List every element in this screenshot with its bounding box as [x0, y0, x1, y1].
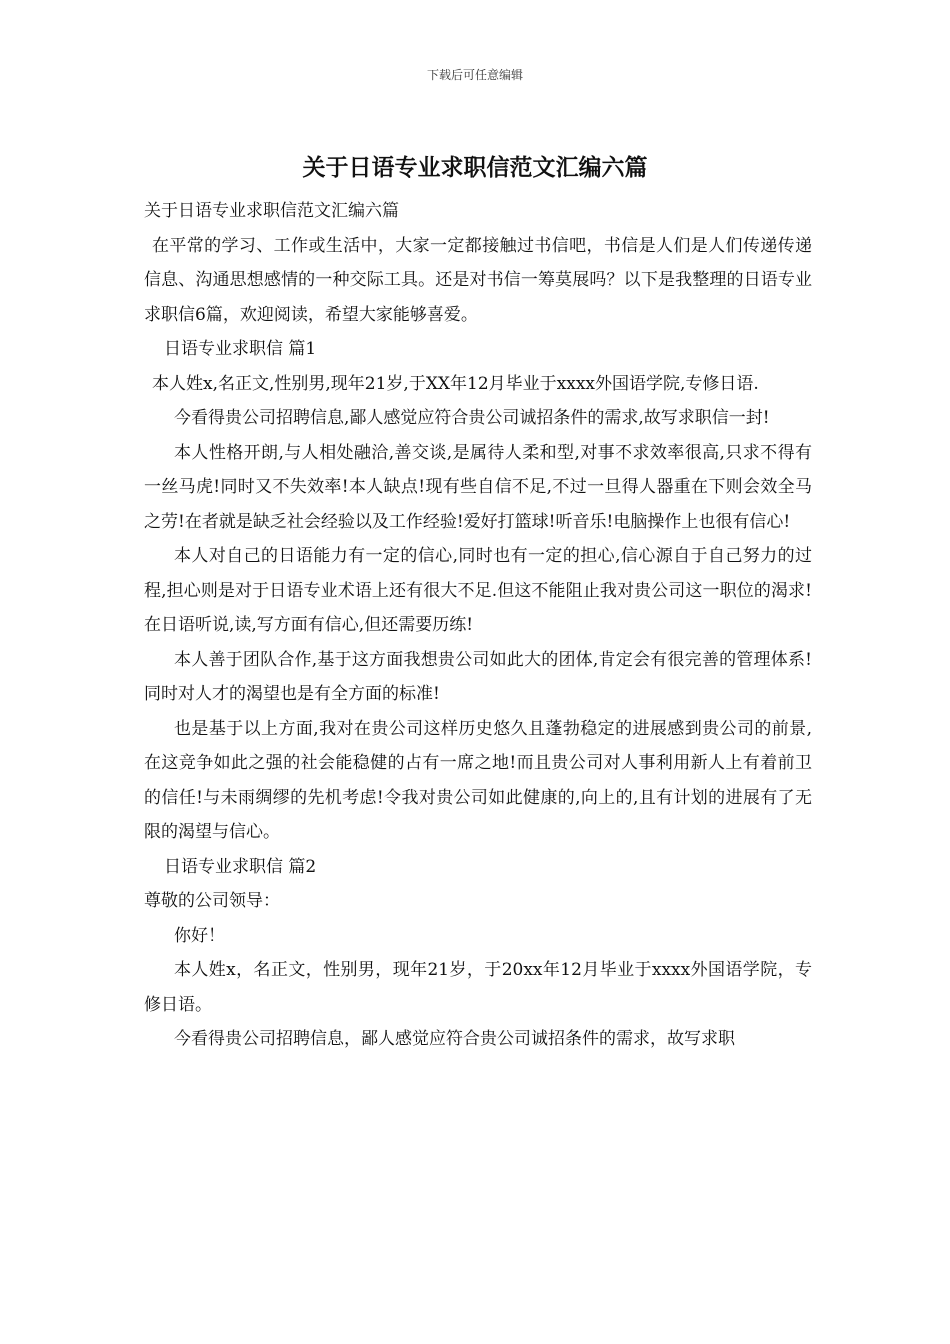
paragraph: 本人性格开朗,与人相处融洽,善交谈,是属待人柔和型,对事不求效率很高,只求不得有一丝马虎!同时又不失效率!本人缺点!现有些自信不足,不过一旦得人器重在下则会效全马之劳!在者就是缺乏社会经验以及工作经验!爱好打篮球!听音乐!电脑操作上也很有信心!	[144, 442, 812, 532]
header-note: 下载后可任意编辑	[426, 68, 523, 82]
document-title: 关于日语专业求职信范文汇编六篇	[302, 154, 648, 181]
paragraph: 也是基于以上方面,我对在贵公司这样历史悠久且蓬勃稳定的进展感到贵公司的前景,在这竞争如此之强的社会能稳健的占有一席之地!而且贵公司对人事利用新人上有着前卫的信任!与未雨绸缪的先机考虑!令我对贵公司如此健康的,向上的,且有计划的进展有了无限的渴望与信心。	[144, 718, 812, 842]
paragraph-subtitle: 关于日语专业求职信范文汇编六篇	[144, 201, 399, 221]
salutation: 尊敬的公司领导：	[144, 891, 280, 911]
paragraph-intro: 在平常的学习、工作或生活中，大家一定都接触过书信吧，书信是人们是人们传递传递信息、沟通思想感情的一种交际工具。还是对书信一筹莫展吗？以下是我整理的日语专业求职信6篇，欢迎阅读，希望大家能够喜爱。	[144, 235, 812, 325]
paragraph: 今看得贵公司招聘信息,鄙人感觉应符合贵公司诚招条件的需求,故写求职信一封!	[174, 408, 770, 428]
paragraph: 本人姓x,名正文,性别男,现年21岁,于XX年12月毕业于xxxx外国语学院,专修日语.	[152, 373, 759, 394]
section-heading-2: 日语专业求职信 篇2	[164, 856, 317, 877]
greeting: 你好！	[174, 925, 225, 946]
document-body	[144, 194, 812, 1057]
paragraph: 本人对自己的日语能力有一定的信心,同时也有一定的担心,信心源自于自己努力的过程,担心则是对于日语专业术语上还有很大不足.但这不能阻止我对贵公司这一职位的渴求!在日语听说,读,写方面有信心,但还需要历练!	[144, 546, 812, 635]
section-heading-1: 日语专业求职信 篇1	[164, 339, 317, 359]
paragraph: 本人善于团队合作,基于这方面我想贵公司如此大的团体,肯定会有很完善的管理体系!同时对人才的渴望也是有全方面的标准!	[144, 649, 812, 704]
paragraph: 本人姓x，名正文，性别男，现年21岁，于20xx年12月毕业于xxxx外国语学院，专修日语。	[144, 960, 812, 1015]
paragraph: 今看得贵公司招聘信息，鄙人感觉应符合贵公司诚招条件的需求，故写求职	[174, 1029, 735, 1049]
